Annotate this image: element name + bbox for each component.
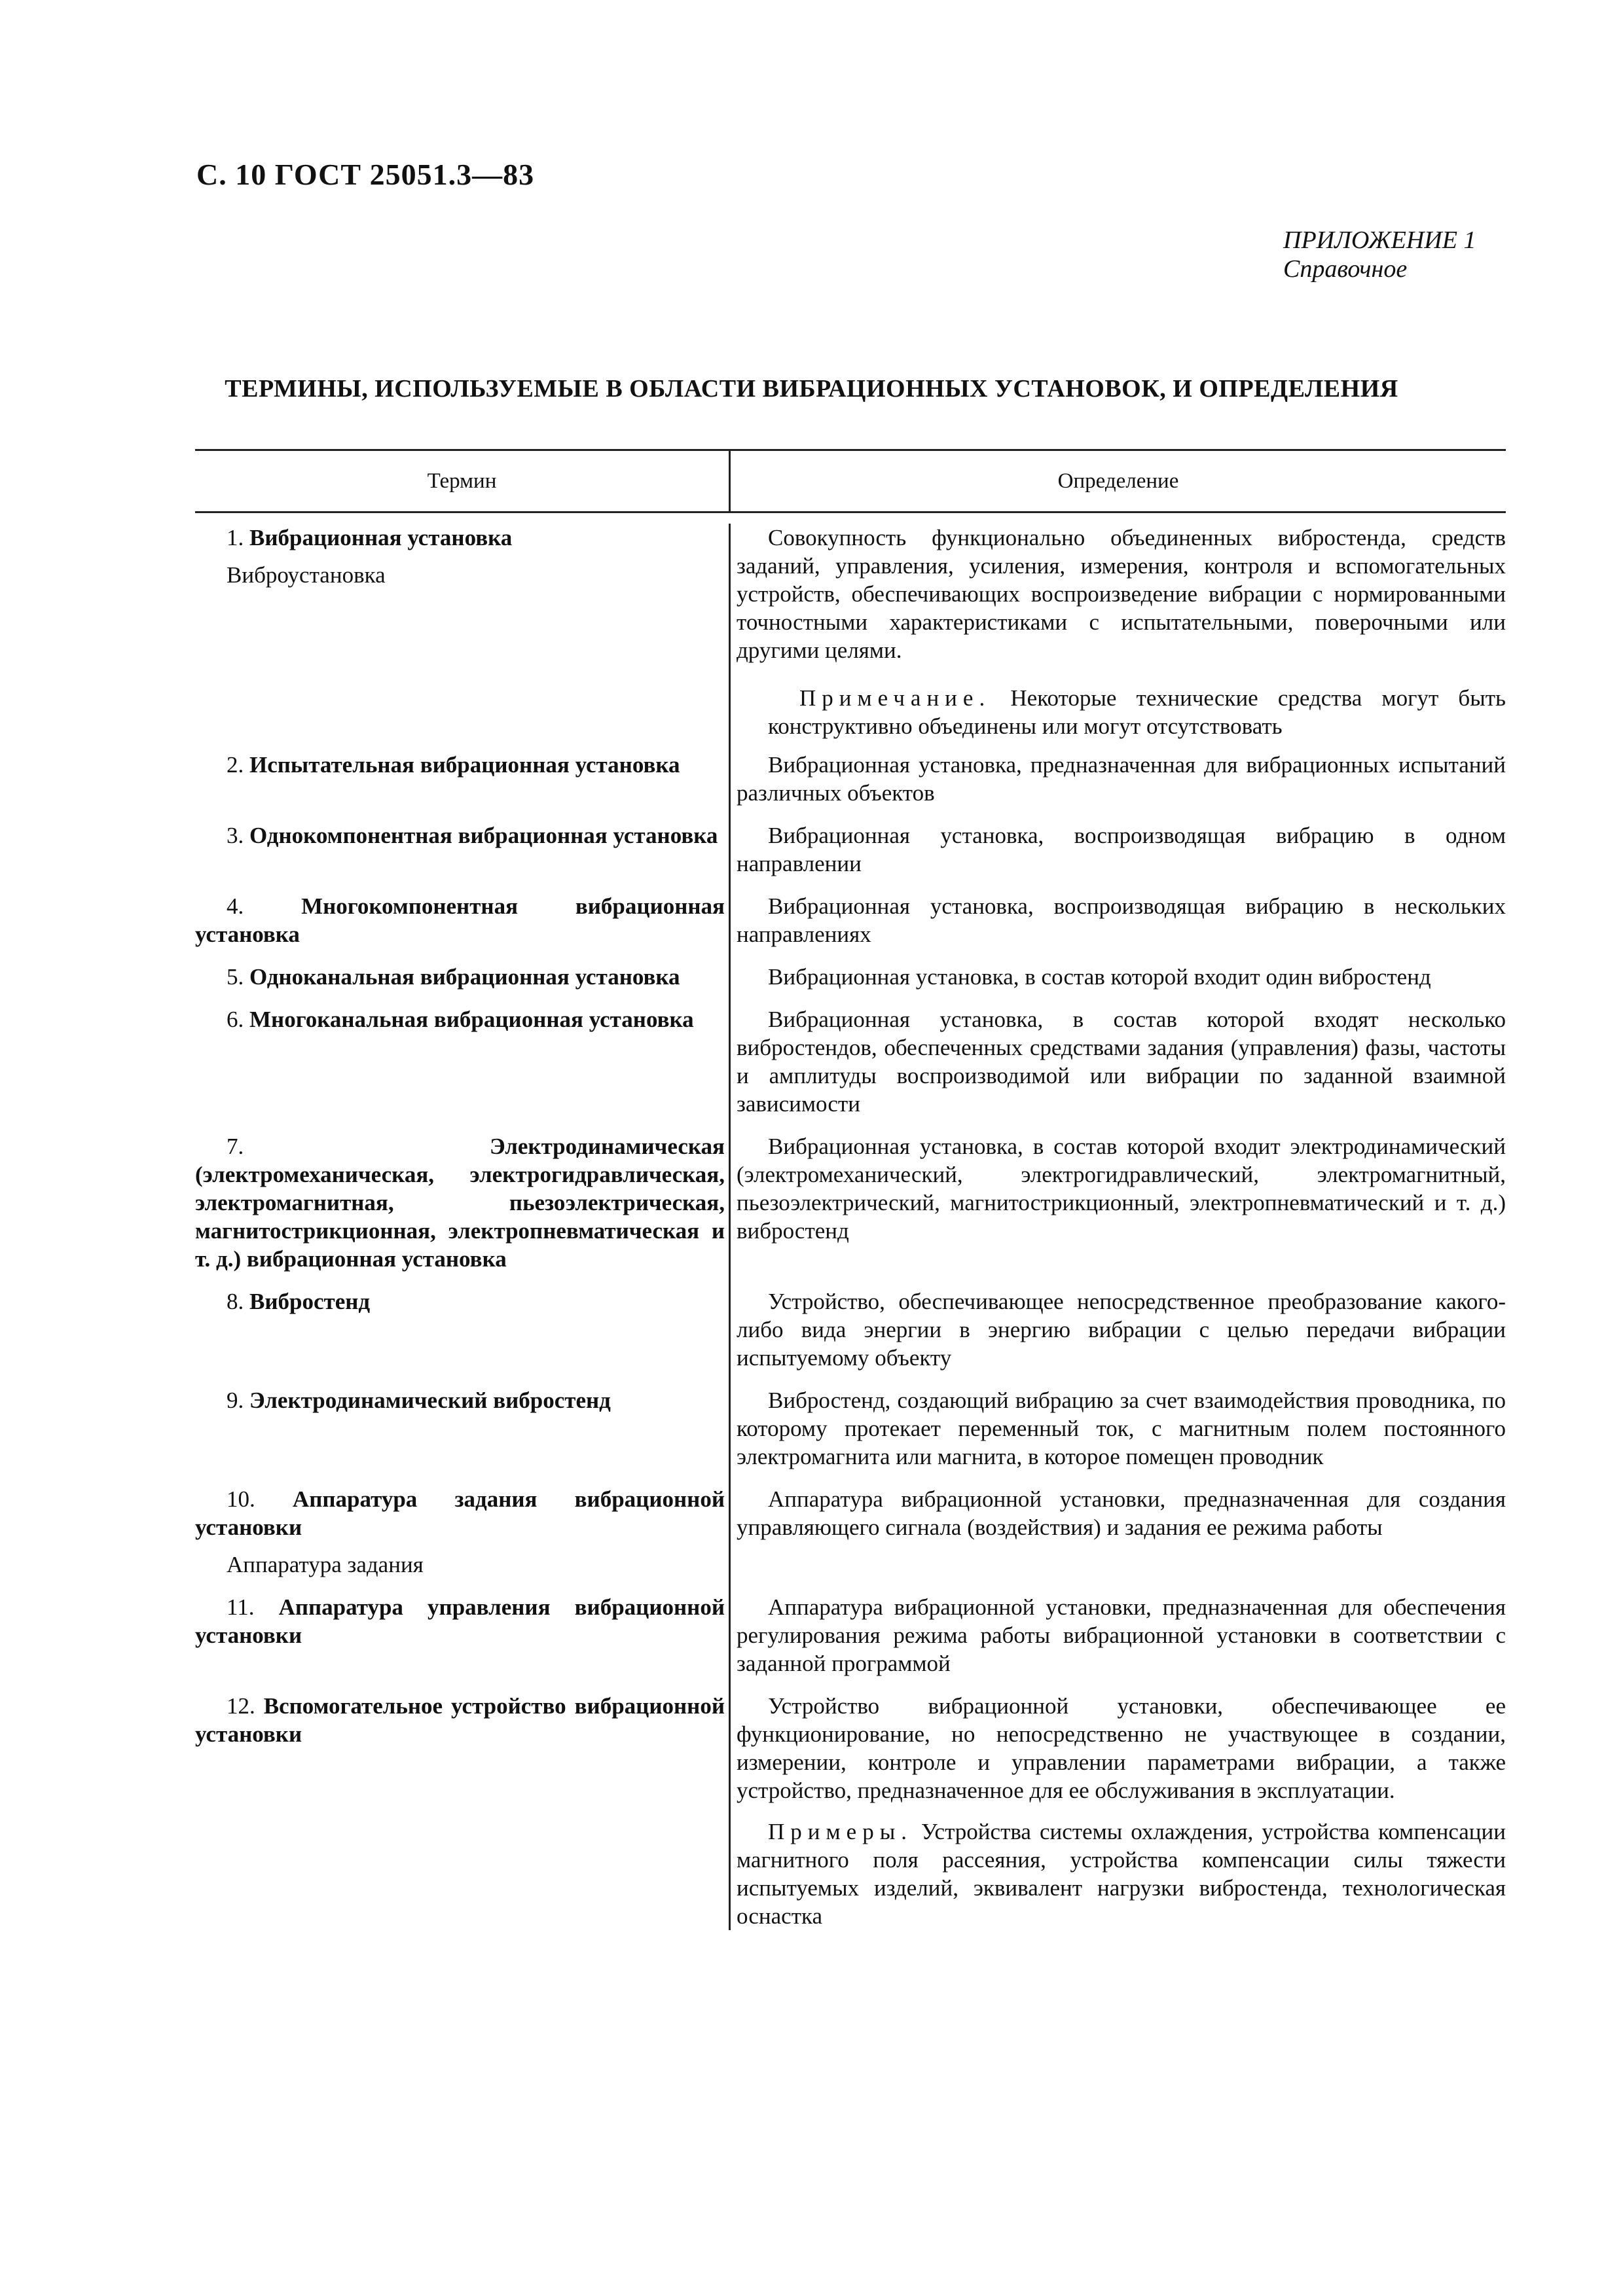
examples-label: Примеры. bbox=[768, 1819, 913, 1844]
term-name: Аппаратура задания вибрационной установки bbox=[195, 1486, 725, 1540]
note-label: Примечание. bbox=[799, 685, 991, 711]
definition-text: Вибрационная установка, воспроизводящая вибрацию в нескольких направлениях bbox=[737, 893, 1506, 947]
definition-text: Устройство вибрационной установки, обеспечивающее ее функционирование, но непосредственно не участвующее в создании, измерении, контроле и управлении параметрами вибрации, а также устройство, предназначенное для ее обслуживания в эксплуатации. bbox=[737, 1693, 1506, 1803]
definition-cell bbox=[729, 821, 1506, 878]
term-name: Электродинамическая (электромеханическая, электрогидравлическая, электромагнитная, пьезоэлектрическая, магнитострикционная, электропневматическая и т. д.) вибрационная установка bbox=[195, 1134, 725, 1272]
table-row bbox=[195, 1692, 1506, 1930]
term-name: Электродинамический вибростенд bbox=[249, 1388, 611, 1413]
term-cell: 2. Испытательная вибрационная установка bbox=[227, 752, 680, 778]
table-row bbox=[195, 1593, 1506, 1677]
term-name: Многоканальная вибрационная установка bbox=[249, 1007, 694, 1032]
definition-text: Вибрационная установка, в состав которой входит электродинамический (электромеханический, электрогидравлический, электромагнитный, пьезоэлектрический, магнитострикционный, электропневматический и т. д.) вибростенд bbox=[737, 1134, 1506, 1244]
appendix-block bbox=[1283, 226, 1476, 283]
definition-text: Совокупность функционально объединенных вибростенда, средств заданий, управления, усиления, измерения, контроля и вспомогательных устройств, обеспечивающих воспроизведение вибрации с нормированными точностными характеристиками с испытательными, поверочными или другими целями. bbox=[737, 525, 1506, 663]
page-header: С. 10 ГОСТ 25051.3—83 bbox=[196, 158, 535, 191]
appendix-type: Справочное bbox=[1283, 255, 1408, 283]
definition-text: Вибростенд, создающий вибрацию за счет взаимодействия проводника, по которому протекает переменный ток, с магнитным полем постоянного электромагнита или магнита, в которое помещен проводник bbox=[737, 1388, 1506, 1469]
document-title: ТЕРМИНЫ, ИСПОЛЬЗУЕМЫЕ В ОБЛАСТИ ВИБРАЦИОННЫХ УСТАНОВОК, И ОПРЕДЕЛЕНИЯ bbox=[225, 375, 1398, 403]
term-synonym: Виброустановка bbox=[227, 562, 386, 588]
table-body bbox=[195, 524, 1506, 1930]
term-synonym: Аппаратура задания bbox=[227, 1552, 424, 1577]
term-name: Вспомогательное устройство вибрационной установки bbox=[195, 1693, 725, 1747]
definition-cell bbox=[729, 1287, 1506, 1372]
term-cell: 5. Одноканальная вибрационная установка bbox=[227, 964, 680, 990]
term-cell: 9. Электродинамический вибростенд bbox=[227, 1388, 611, 1413]
term-name: Аппаратура управления вибрационной установки bbox=[195, 1594, 725, 1648]
table-row bbox=[195, 821, 1506, 878]
term-cell: 7. Электродинамическая (электромеханическая, электрогидравлическая, электромагнитная, пьезоэлектрическая, магнитострикционная, электропневматическая и т. д.) вибрационная установка bbox=[195, 1134, 725, 1272]
note-text: Некоторые технические средства могут быть конструктивно объединены или могут отсутствовать bbox=[768, 685, 1506, 739]
table-row bbox=[195, 751, 1506, 807]
definition-text: Аппаратура вибрационной установки, предназначенная для создания управляющего сигнала (воздействия) и задания ее режима работы bbox=[737, 1486, 1506, 1540]
table-row bbox=[195, 1005, 1506, 1118]
term-name: Вибрационная установка bbox=[249, 525, 513, 550]
term-cell: 12. Вспомогательное устройство вибрационной установки bbox=[195, 1693, 725, 1747]
table-row bbox=[195, 963, 1506, 991]
definition-cell bbox=[729, 1005, 1506, 1118]
definition-note bbox=[737, 684, 1506, 740]
definition-cell bbox=[729, 1692, 1506, 1930]
definition-text: Вибрационная установка, предназначенная для вибрационных испытаний различных объектов bbox=[737, 752, 1506, 806]
table-row bbox=[195, 1287, 1506, 1372]
term-name: Однокомпонентная вибрационная установка bbox=[249, 823, 718, 848]
definition-cell bbox=[729, 892, 1506, 948]
term-cell: 11. Аппаратура управления вибрационной установки bbox=[195, 1594, 725, 1648]
term-name: Одноканальная вибрационная установка bbox=[249, 964, 680, 990]
term-name: Испытательная вибрационная установка bbox=[249, 752, 680, 778]
definition-cell bbox=[729, 1485, 1506, 1579]
definition-cell bbox=[729, 751, 1506, 807]
term-cell: 8. Вибростенд bbox=[227, 1289, 371, 1314]
definition-text: Устройство, обеспечивающее непосредственное преобразование какого-либо вида энергии в энергию вибрации с целью передачи вибрации испытуемому объекту bbox=[737, 1289, 1506, 1371]
definition-text: Вибрационная установка, в состав которой входят несколько вибростендов, обеспеченных средствами задания (управления) фазы, частоты и амплитуды воспроизводимой или вибрации по заданной взаимной зависимости bbox=[737, 1007, 1506, 1117]
definition-text: Вибрационная установка, воспроизводящая вибрацию в одном направлении bbox=[737, 823, 1506, 876]
terms-table bbox=[195, 449, 1506, 1930]
definition-cell bbox=[729, 963, 1506, 991]
term-cell: 1. Вибрационная установка Виброустановка bbox=[195, 524, 729, 740]
term-name: Многокомпонентная вибрационная установка bbox=[195, 893, 725, 947]
column-header-term: Термин bbox=[195, 451, 731, 511]
table-row bbox=[195, 892, 1506, 948]
term-cell: 3. Однокомпонентная вибрационная установка bbox=[227, 823, 718, 848]
table-row bbox=[195, 1386, 1506, 1471]
appendix-label: ПРИЛОЖЕНИЕ 1 bbox=[1283, 226, 1476, 254]
definition-cell bbox=[729, 1593, 1506, 1677]
table-row bbox=[195, 1485, 1506, 1579]
table-row bbox=[195, 1132, 1506, 1273]
definition-examples bbox=[737, 1818, 1506, 1930]
definition-cell bbox=[729, 1386, 1506, 1471]
table-row bbox=[195, 524, 1506, 740]
definition-text: Вибрационная установка, в состав которой входит один вибростенд bbox=[768, 964, 1431, 990]
definition-text: Аппаратура вибрационной установки, предназначенная для обеспечения регулирования режима работы вибрационной установки в соответствии с заданной программой bbox=[737, 1594, 1506, 1676]
term-cell: 10. Аппаратура задания вибрационной установки Аппаратура задания bbox=[195, 1486, 725, 1577]
term-cell: 6. Многоканальная вибрационная установка bbox=[227, 1007, 694, 1032]
term-name: Вибростенд bbox=[249, 1289, 371, 1314]
column-header-definition: Определение bbox=[1057, 469, 1179, 493]
definition-cell bbox=[729, 524, 1506, 740]
column-divider bbox=[729, 524, 731, 1930]
term-cell: 4. Многокомпонентная вибрационная установка bbox=[195, 893, 725, 947]
definition-cell bbox=[729, 1132, 1506, 1273]
examples-text: Устройства системы охлаждения, устройства компенсации магнитного поля рассеяния, устройства компенсации силы тяжести испытуемых изделий, эквивалент нагрузки вибростенда, технологическая оснастка bbox=[737, 1819, 1506, 1929]
table-header bbox=[195, 449, 1506, 513]
